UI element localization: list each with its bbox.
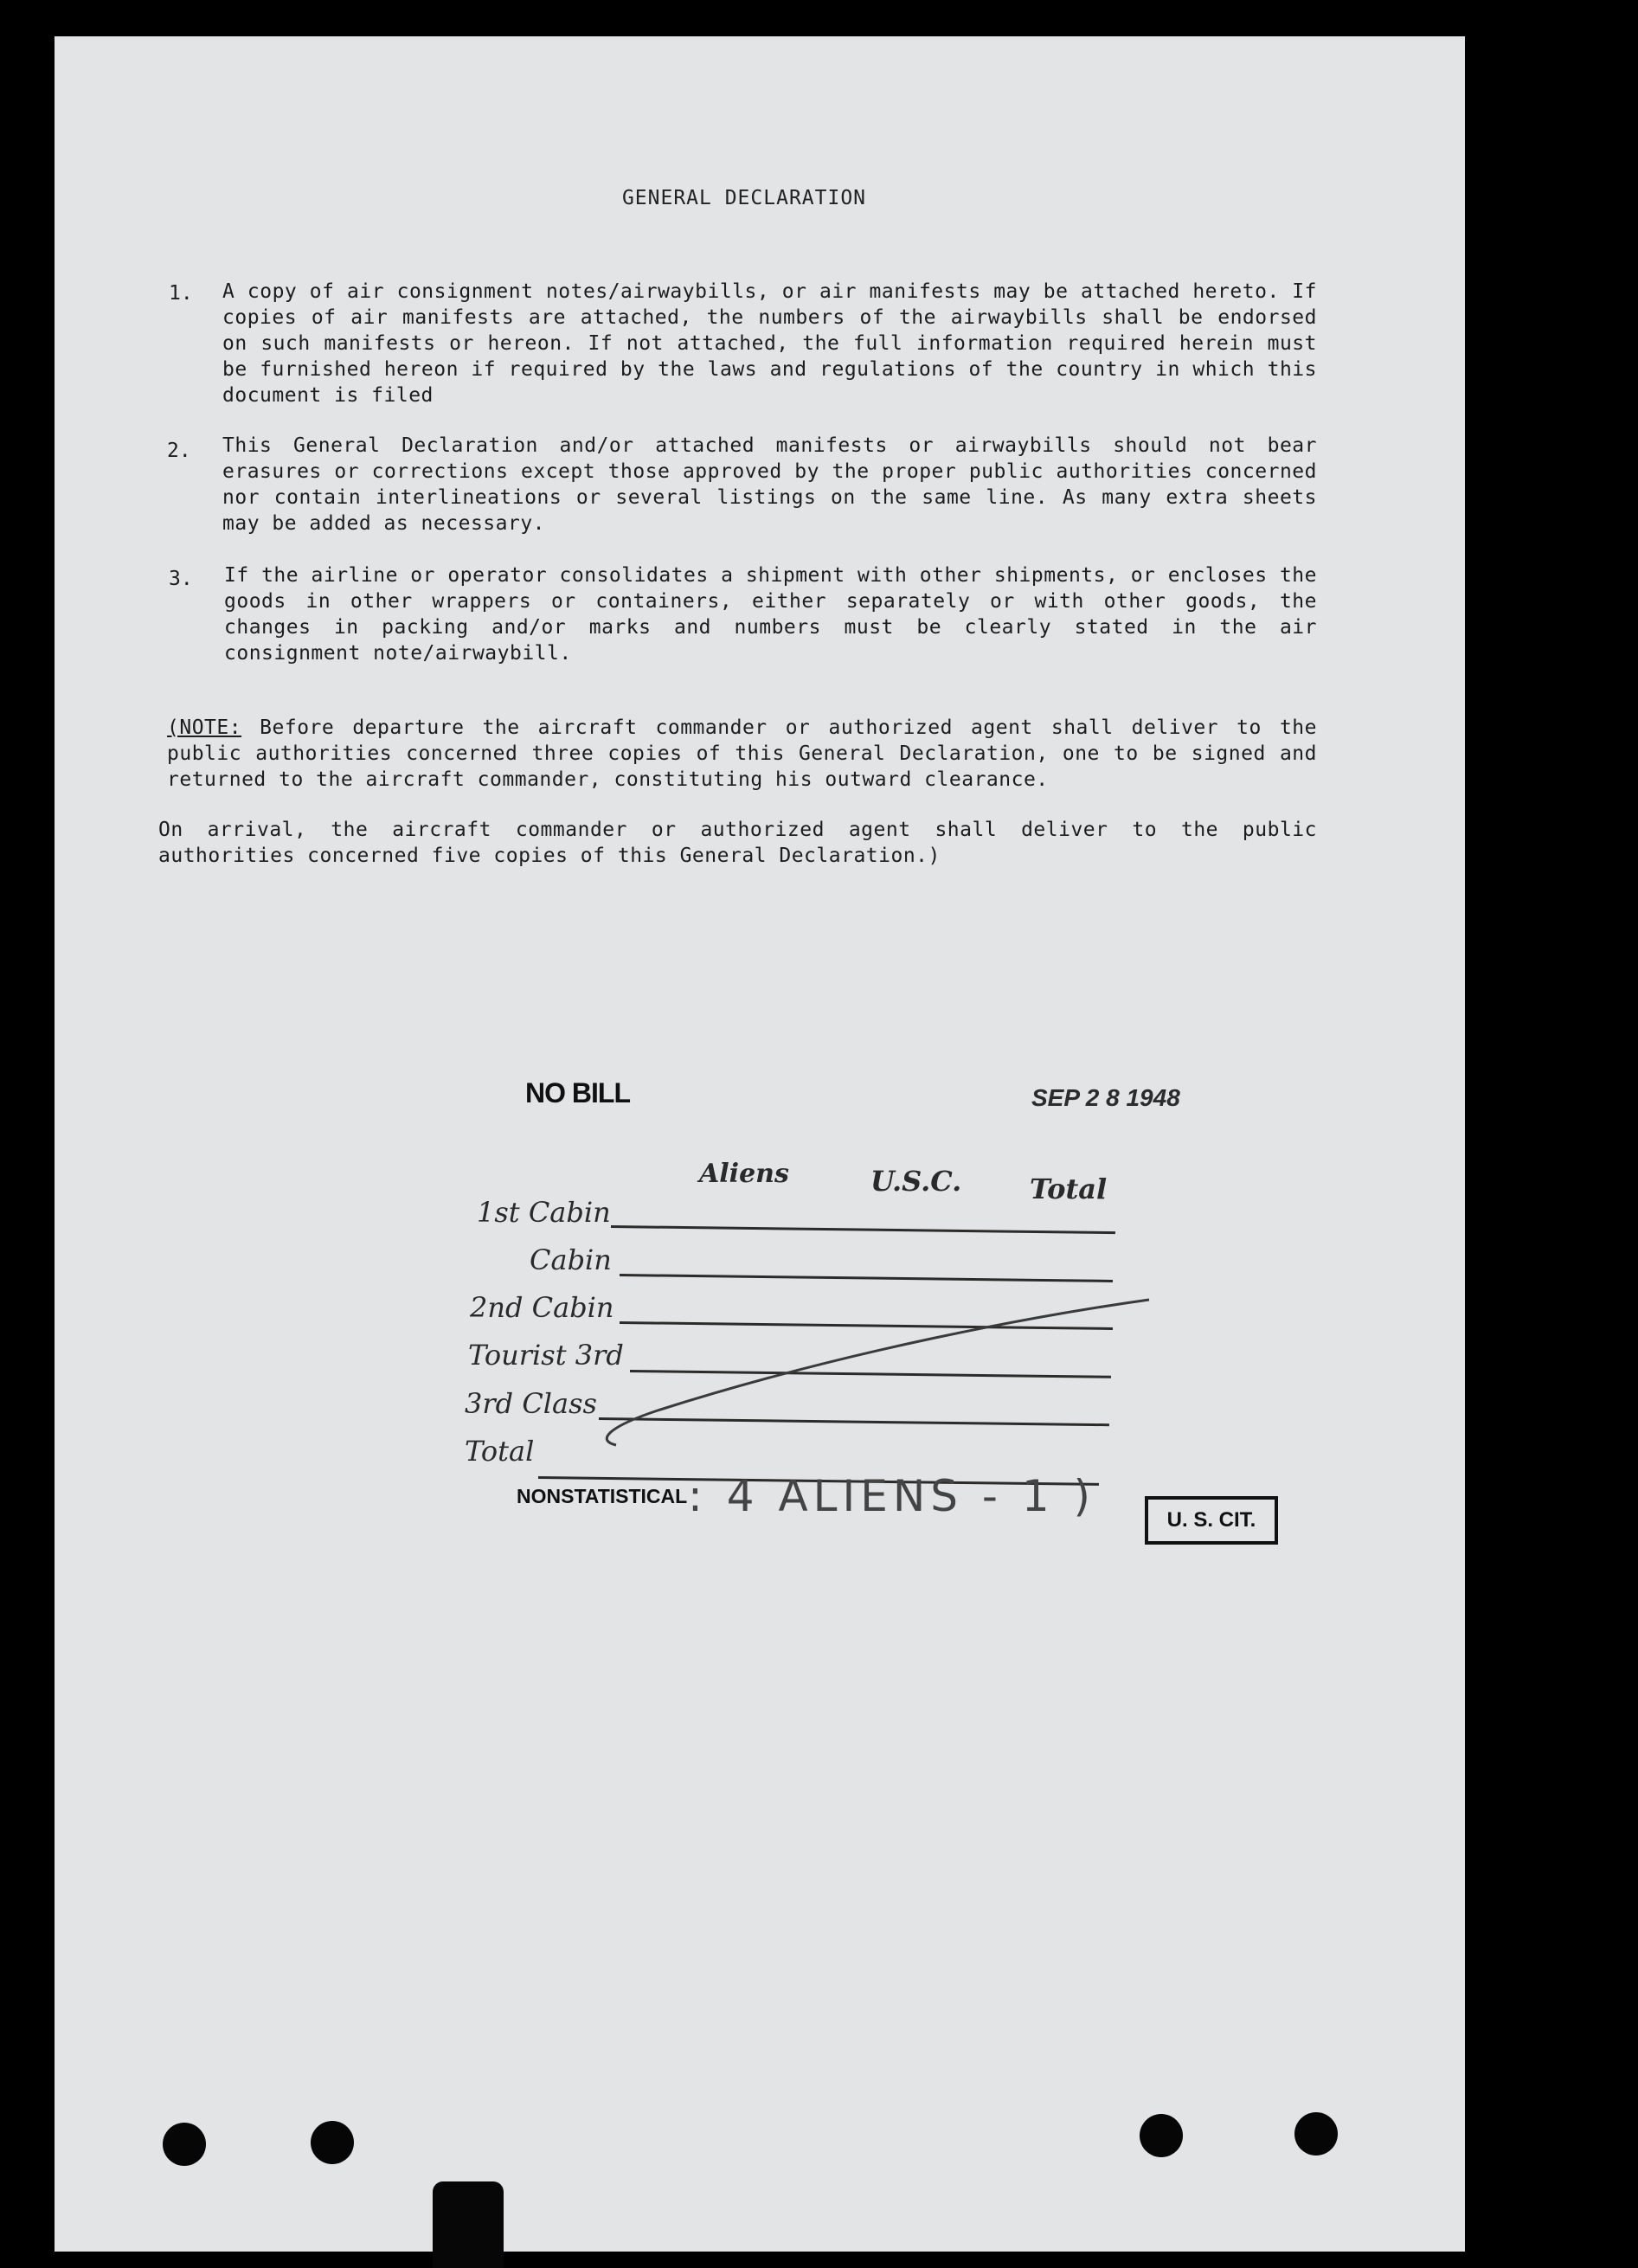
row-label-2nd-cabin: 2nd Cabin [470,1291,614,1324]
paragraph-text: This General Declaration and/or attached manifests or airwaybills should not bear erasures or corrections except those approved by the proper public authorities concerned nor contain interlineations or several listings on the same line. As many extra sheets may be added as necessary. [222,434,1317,535]
paragraph-number: 2. [167,440,191,462]
punch-hole [1140,2114,1183,2157]
paragraph-text: A copy of air consignment notes/airwaybills, or air manifests may be attached hereto. If copies of air manifests are attached, the numbers of the airwaybills shall be endorsed on such manifests or hereon. If not attached, the full information required herein must be furnished hereon if required by the laws and regulations of the country in which this document is filed [222,280,1317,407]
note-block [167,715,1317,793]
column-header-total: Total [1030,1173,1108,1205]
row-label-cabin: Cabin [530,1243,612,1276]
pen-stroke [588,1289,1159,1454]
binder-clip-notch [433,2181,504,2268]
column-header-aliens: Aliens [699,1159,789,1189]
nonstatistical-stamp: NONSTATISTICAL [517,1485,688,1507]
punch-hole [311,2121,354,2164]
punch-hole [1294,2112,1338,2156]
paragraph-number: 1. [169,282,193,305]
punch-hole [163,2123,206,2166]
row-label-tourist-3rd: Tourist 3rd [468,1339,624,1372]
row-label-3rd-class: 3rd Class [465,1387,597,1420]
column-header-usc: U.S.C. [870,1165,962,1198]
note-text: Before departure the aircraft commander or authorized agent shall deliver to the public authorities concerned three copies of this General Declaration, one to be signed and returned to the aircraft commander, constituting his outward clearance. [167,716,1317,791]
no-bill-stamp: NO BILL [525,1077,630,1108]
date-stamp: SEP 2 8 1948 [1031,1084,1180,1111]
us-cit-stamp: U. S. CIT. [1145,1496,1278,1545]
arrival-text: On arrival, the aircraft commander or authorized agent shall deliver to the public authorities concerned five copies of this General Declaration.) [158,819,1317,867]
row-label-total: Total [465,1435,535,1468]
paragraph-text: If the airline or operator consolidates a shipment with other shipments, or encloses the goods in other wrappers or containers, either separately or with other goods, the changes in packing and/or marks and numbers must be clearly stated in the air consignment note/airwaybill. [224,564,1317,665]
note-label: (NOTE: [167,716,242,739]
document-title: GENERAL DECLARATION [621,187,867,209]
handwritten-aliens-count: : 4 ALIENS - 1 ) [688,1471,1096,1521]
row-label-1st-cabin: 1st Cabin [477,1196,611,1229]
paragraph-number: 3. [169,568,193,590]
